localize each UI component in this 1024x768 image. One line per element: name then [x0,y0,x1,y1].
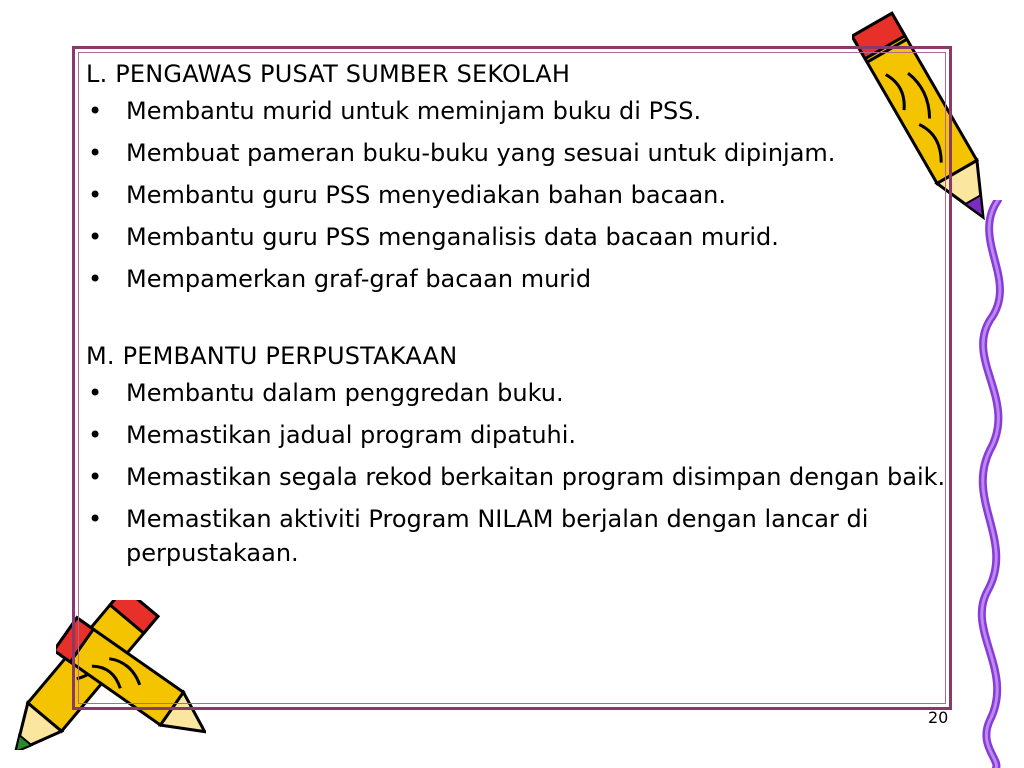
list-item: • Memastikan segala rekod berkaitan program disimpan dengan baik. [86,460,946,494]
list-item: • Membantu murid untuk meminjam buku di PSS. [86,94,946,128]
bullet-icon: • [88,463,103,491]
bullet-icon: • [88,223,103,251]
wavy-line-icon [960,200,1024,768]
section-gap [86,304,946,336]
bullet-icon: • [88,181,103,209]
section-m-heading: M. PEMBANTU PERPUSTAKAAN [86,342,458,370]
bullet-icon: • [88,505,103,533]
bullet-icon: • [88,265,103,293]
list-item: • Membantu guru PSS menganalisis data bacaan murid. [86,220,946,254]
bullet-icon: • [88,421,103,449]
slide-content [86,54,946,578]
section-l-list [86,94,946,296]
section-l-heading: L. PENGAWAS PUSAT SUMBER SEKOLAH [86,60,571,88]
list-item: • Memastikan aktiviti Program NILAM berjalan dengan lancar di perpustakaan. [86,502,946,570]
bullet-icon: • [88,97,103,125]
list-item: • Membantu dalam penggredan buku. [86,376,946,410]
page-number: 20 [928,708,949,727]
list-item: • Mempamerkan graf-graf bacaan murid [86,262,946,296]
list-item: • Memastikan jadual program dipatuhi. [86,418,946,452]
bullet-icon: • [88,379,103,407]
bullet-icon: • [88,139,103,167]
section-m-list [86,376,946,570]
list-item: • Membantu guru PSS menyediakan bahan bacaan. [86,178,946,212]
list-item: • Membuat pameran buku-buku yang sesuai untuk dipinjam. [86,136,946,170]
